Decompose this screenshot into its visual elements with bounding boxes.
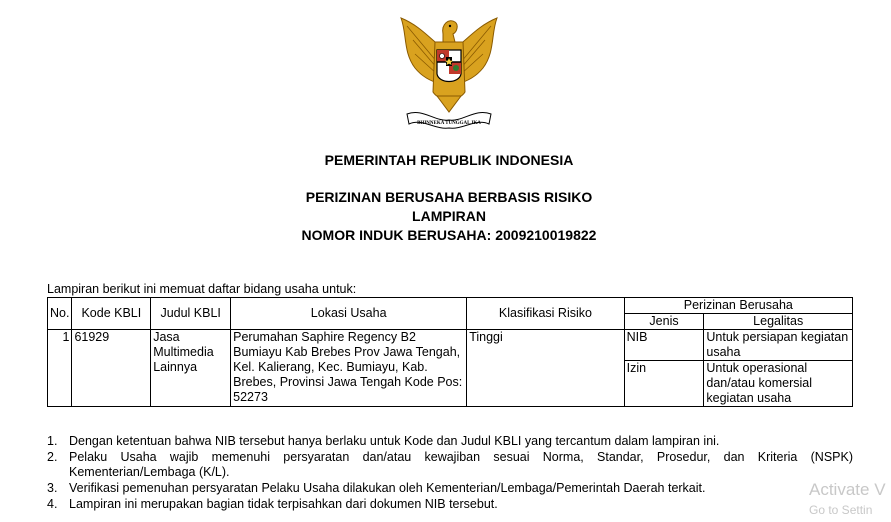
note-number: 3. xyxy=(47,481,58,495)
header-no: No. xyxy=(48,298,72,330)
note-text: Lampiran ini merupakan bagian tidak terpisahkan dari dokumen NIB tersebut. xyxy=(69,497,498,511)
header-kode-kbli: Kode KBLI xyxy=(72,298,151,330)
note-number: 2. xyxy=(47,450,58,464)
table-row xyxy=(48,330,853,361)
list-item xyxy=(47,481,853,496)
document-subtitle: LAMPIRAN xyxy=(412,208,486,224)
header-jenis: Jenis xyxy=(624,314,704,330)
header-judul-kbli: Judul KBLI xyxy=(151,298,231,330)
cell-no: 1 xyxy=(48,330,72,407)
cell-lokasi: Perumahan Saphire Regency B2 Bumiayu Kab Brebes Prov Jawa Tengah, Kel. Kalierang, Kec. Bumiayu, Kab. Brebes, Provinsi Jawa Tengah Kode Pos: 52273 xyxy=(231,330,467,407)
note-text: Verifikasi pemenuhan persyaratan Pelaku Usaha dilakukan oleh Kementerian/Lembaga/Pemerintah Daerah terkait. xyxy=(69,481,706,495)
table-header-row xyxy=(48,298,853,314)
header-risiko: Klasifikasi Risiko xyxy=(467,298,624,330)
note-text: Pelaku Usaha wajib memenuhi persyaratan dan/atau kewajiban sesuai Norma, Standar, Prosedur, dan Kriteria (NSPK) Kementerian/Lembaga (K/L). xyxy=(69,450,853,479)
note-text: Dengan ketentuan bahwa NIB tersebut hanya berlaku untuk Kode dan Judul KBLI yang tercantum dalam lampiran ini. xyxy=(69,434,720,448)
header-legalitas: Legalitas xyxy=(704,314,853,330)
header-perizinan: Perizinan Berusaha xyxy=(624,298,852,314)
cell-legalitas-nib: Untuk persiapan kegiatan usaha xyxy=(704,330,853,361)
notes-list xyxy=(47,434,853,513)
list-item xyxy=(47,434,853,449)
kbli-table xyxy=(47,297,853,407)
note-number: 1. xyxy=(47,434,58,448)
emblem-motto: BHINNEKA TUNGGAL IKA xyxy=(417,121,481,126)
list-item xyxy=(47,450,853,480)
document-title: PERIZINAN BERUSAHA BERBASIS RISIKO xyxy=(305,189,593,205)
cell-legalitas-izin: Untuk operasional dan/atau komersial kegiatan usaha xyxy=(704,361,853,407)
cell-kode-kbli: 61929 xyxy=(72,330,151,407)
cell-jenis-nib: NIB xyxy=(624,330,704,361)
government-title: PEMERINTAH REPUBLIK INDONESIA xyxy=(324,152,574,168)
note-number: 4. xyxy=(47,497,58,511)
cell-jenis-izin: Izin xyxy=(624,361,704,407)
nib-number: NOMOR INDUK BERUSAHA: 2009210019822 xyxy=(301,227,597,243)
settings-watermark: Go to Settin xyxy=(809,503,873,517)
activate-windows-watermark: Activate V xyxy=(809,480,886,499)
intro-text: Lampiran berikut ini memuat daftar bidang usaha untuk: xyxy=(47,282,357,296)
garuda-emblem xyxy=(393,12,505,132)
cell-judul-kbli: Jasa Multimedia Lainnya xyxy=(151,330,231,407)
cell-risiko: Tinggi xyxy=(467,330,624,407)
list-item xyxy=(47,497,853,512)
header-lokasi: Lokasi Usaha xyxy=(231,298,467,330)
